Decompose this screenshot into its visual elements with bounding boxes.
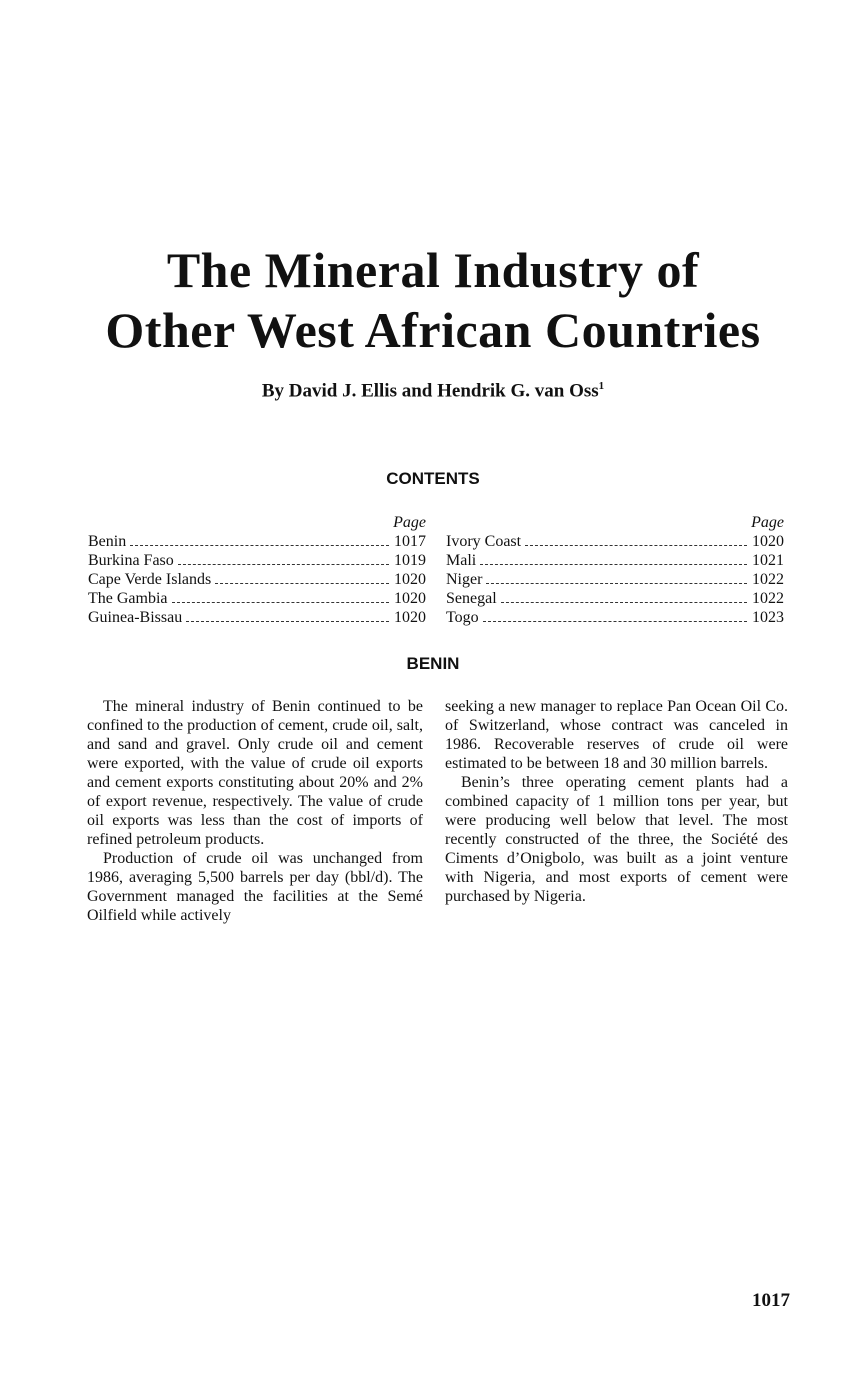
page-number: 1017 — [752, 1290, 790, 1311]
toc-entry-name: Senegal — [446, 590, 497, 607]
title-line-2: Other West African Countries — [105, 302, 761, 358]
toc-leader — [483, 621, 747, 622]
toc-entry-niger[interactable] — [446, 570, 784, 589]
byline-footnote-marker: 1 — [598, 380, 605, 392]
title-line-1: The Mineral Industry of — [166, 242, 700, 298]
toc-entry-page: 1021 — [752, 552, 784, 569]
toc-entry-the-gambia[interactable] — [88, 589, 426, 608]
toc-right-column — [446, 514, 784, 627]
toc-entry-page: 1020 — [394, 590, 426, 607]
toc-leader — [501, 602, 747, 603]
toc-entry-name: The Gambia — [88, 590, 168, 607]
toc-entry-togo[interactable] — [446, 608, 784, 627]
toc-entry-name: Mali — [446, 552, 477, 569]
toc-leader — [130, 545, 389, 546]
toc-entry-name: Ivory Coast — [446, 533, 522, 550]
toc-entry-name: Burkina Faso — [88, 552, 174, 569]
toc-entry-name: Benin — [88, 533, 127, 550]
toc-entry-burkina-faso[interactable] — [88, 551, 426, 570]
toc-leader — [178, 564, 389, 565]
toc-page-header: Page — [751, 514, 784, 531]
toc-page-header: Page — [393, 514, 426, 531]
contents-heading: CONTENTS — [386, 469, 480, 488]
body-paragraph: seeking a new manager to replace Pan Ocean Oil Co. of Switzerland, whose contract was canceled in 1986. Recoverable reserves of crude oil were estimated to be between 18 and 30 million barrels. — [445, 698, 788, 772]
toc-entry-name: Cape Verde Islands — [88, 571, 212, 588]
section-heading-benin: BENIN — [406, 654, 460, 673]
toc-leader — [172, 602, 389, 603]
toc-entry-name: Togo — [446, 609, 479, 626]
toc-left-column — [88, 514, 426, 627]
document-title — [0, 240, 866, 360]
toc-entry-page: 1019 — [394, 552, 426, 569]
toc-entry-page: 1022 — [752, 571, 784, 588]
toc-leader — [186, 621, 389, 622]
toc-entry-page: 1020 — [394, 609, 426, 626]
toc-entry-page: 1017 — [394, 533, 426, 550]
toc-entry-page: 1020 — [752, 533, 784, 550]
toc-leader — [525, 545, 747, 546]
toc-entry-page: 1023 — [752, 609, 784, 626]
toc-entry-senegal[interactable] — [446, 589, 784, 608]
toc-entry-ivory-coast[interactable] — [446, 532, 784, 551]
body-column-right — [445, 697, 788, 906]
body-paragraph: The mineral industry of Benin continued to be confined to the production of cement, crude oil, salt, and sand and gravel. Only crude oil and cement were exported, with the value of crude oil exports and cement exports constituting about 20% and 2% of export revenue, respectively. The value of crude oil exports was less than the cost of imports of refined petroleum products. — [87, 698, 423, 848]
toc-entry-guinea-bissau[interactable] — [88, 608, 426, 627]
body-paragraph: Benin’s three operating cement plants had a combined capacity of 1 million tons per year, but were producing well below that level. The most recently constructed of the three, the Société des Ciments d’Onigbolo, was built as a joint venture with Nigeria, and most exports of cement were purchased by Nigeria. — [445, 774, 788, 905]
body-column-left — [87, 697, 423, 925]
toc-leader — [480, 564, 747, 565]
toc-leader — [215, 583, 389, 584]
byline — [0, 380, 866, 402]
body-paragraph: Production of crude oil was unchanged from 1986, averaging 5,500 barrels per day (bbl/d). The Government managed the facilities at the Semé Oilfield while actively — [87, 850, 423, 924]
toc-entry-cape-verde-islands[interactable] — [88, 570, 426, 589]
toc-entry-benin[interactable] — [88, 532, 426, 551]
toc-entry-name: Guinea-Bissau — [88, 609, 183, 626]
toc-entry-page: 1022 — [752, 590, 784, 607]
byline-authors: By David J. Ellis and Hendrik G. van Oss — [261, 380, 599, 402]
toc-leader — [486, 583, 747, 584]
toc-entry-page: 1020 — [394, 571, 426, 588]
toc-entry-mali[interactable] — [446, 551, 784, 570]
toc-entry-name: Niger — [446, 571, 483, 588]
